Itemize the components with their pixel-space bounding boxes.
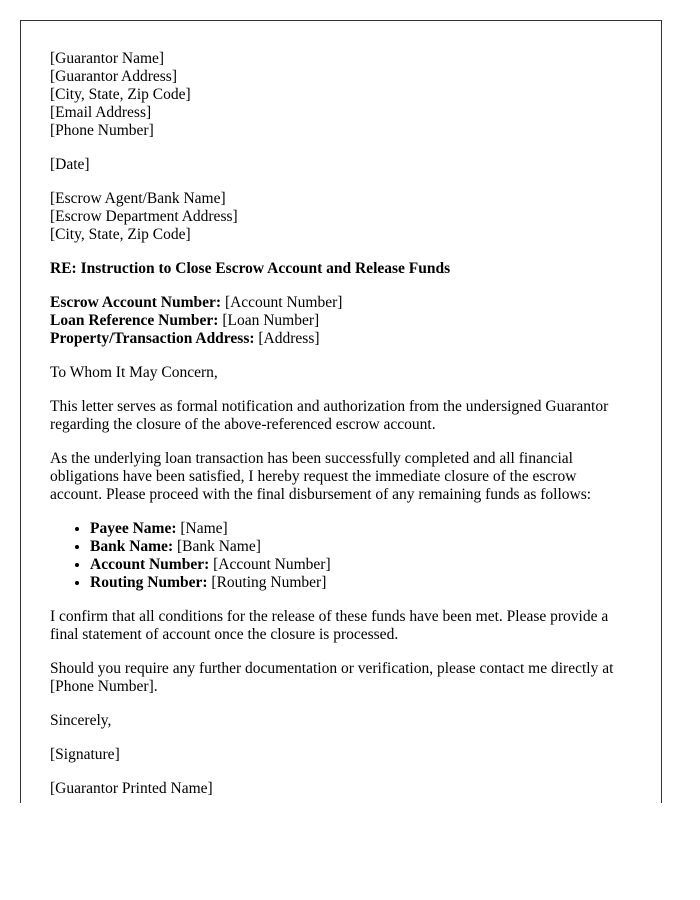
recipient-address: [Escrow Department Address] bbox=[50, 208, 238, 225]
paragraph-contact: Should you require any further documentation or verification, please contact me directly at [Phone Number]. bbox=[50, 660, 614, 695]
sender-email: [Email Address] bbox=[50, 104, 152, 121]
sender-city: [City, State, Zip Code] bbox=[50, 86, 191, 103]
paragraph-request: As the underlying loan transaction has been successfully completed and all financial obligations have been satisfied, I hereby request the immediate closure of the escrow account. Please proceed with the final disbursement of any remaining funds as follows: bbox=[50, 450, 592, 503]
paragraph-confirmation: I confirm that all conditions for the release of these funds have been met. Please provide a final statement of account once the closure is processed. bbox=[50, 608, 609, 643]
list-item: • Bank Name: [Bank Name] bbox=[90, 538, 631, 556]
reference-block bbox=[50, 294, 631, 348]
signature: [Signature] bbox=[50, 746, 120, 763]
loan-reference-value: [Loan Number] bbox=[218, 312, 320, 329]
payee-list bbox=[50, 520, 631, 592]
property-address-value: [Address] bbox=[254, 330, 320, 347]
recipient-block bbox=[50, 190, 631, 244]
salutation: To Whom It May Concern, bbox=[50, 364, 218, 381]
sender-block bbox=[50, 50, 631, 140]
subject-line: RE: Instruction to Close Escrow Account and Release Funds bbox=[50, 260, 451, 277]
list-item: • Account Number: [Account Number] bbox=[90, 556, 631, 574]
escrow-account-value: [Account Number] bbox=[221, 294, 343, 311]
loan-reference-label: Loan Reference Number: bbox=[50, 312, 219, 329]
escrow-account-label: Escrow Account Number: bbox=[50, 294, 222, 311]
printed-name: [Guarantor Printed Name] bbox=[50, 780, 213, 797]
letter-page bbox=[20, 20, 662, 803]
list-item: • Routing Number: [Routing Number] bbox=[90, 574, 631, 592]
recipient-name: [Escrow Agent/Bank Name] bbox=[50, 190, 226, 207]
sender-address: [Guarantor Address] bbox=[50, 68, 177, 85]
paragraph-notification: This letter serves as formal notification and authorization from the undersigned Guarantor regarding the closure of the above-referenced escrow account. bbox=[50, 398, 609, 433]
sender-phone: [Phone Number] bbox=[50, 122, 154, 139]
sender-name: [Guarantor Name] bbox=[50, 50, 165, 67]
property-address-label: Property/Transaction Address: bbox=[50, 330, 255, 347]
closing: Sincerely, bbox=[50, 712, 112, 729]
recipient-city: [City, State, Zip Code] bbox=[50, 226, 191, 243]
date: [Date] bbox=[50, 156, 90, 173]
list-item: • Payee Name: [Name] bbox=[90, 520, 631, 538]
